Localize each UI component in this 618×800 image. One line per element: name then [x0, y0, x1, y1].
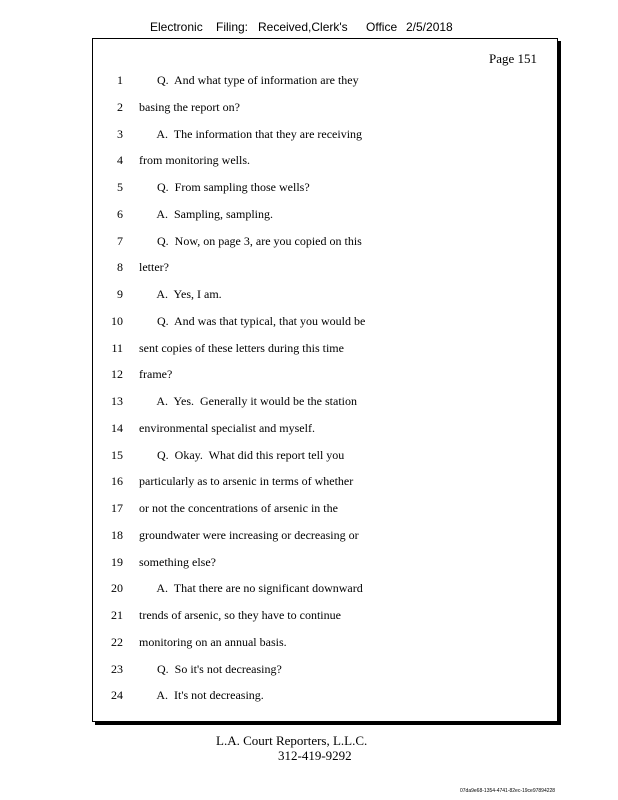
- line-text: sent copies of these letters during this time: [139, 340, 344, 355]
- line-text: Q. Now, on page 3, are you copied on this: [139, 233, 362, 248]
- transcript-line: [93, 367, 557, 387]
- filing-date: 2/5/2018: [406, 20, 453, 34]
- line-text: monitoring on an annual basis.: [139, 634, 287, 649]
- transcript-page: [92, 38, 558, 722]
- line-number: 23: [111, 661, 123, 676]
- line-text: Q. So it's not decreasing?: [139, 661, 282, 676]
- line-number: 13: [111, 394, 123, 408]
- transcript-line: [93, 287, 557, 307]
- transcript-line: [93, 662, 557, 682]
- transcript-line: [93, 73, 557, 93]
- line-number: 14: [111, 420, 123, 435]
- transcript-line: [93, 474, 557, 494]
- line-number: 15: [111, 447, 123, 462]
- transcript-line: [93, 180, 557, 200]
- line-text: or not the concentrations of arsenic in the: [139, 501, 338, 515]
- document-id: 07da9e68-1354-4741-82ec-19ce97894228: [460, 788, 556, 794]
- filing-received: Received,Clerk's: [258, 20, 348, 34]
- line-number: 2: [117, 99, 123, 114]
- line-number: 12: [111, 367, 123, 382]
- line-text: frame?: [139, 367, 173, 382]
- line-text: something else?: [139, 554, 216, 569]
- filing-office: Office: [366, 20, 398, 34]
- line-number: 19: [111, 554, 123, 569]
- line-number: 21: [111, 608, 123, 622]
- transcript-line: [93, 341, 557, 361]
- line-number: 22: [111, 634, 123, 649]
- transcript-line: [93, 260, 557, 280]
- line-number: 9: [117, 287, 123, 301]
- transcript-line: [93, 394, 557, 414]
- transcript-line: [93, 234, 557, 254]
- footer-phone: 312-419-9292: [278, 748, 352, 763]
- line-text: trends of arsenic, so they have to continue: [139, 608, 341, 622]
- transcript-line: [93, 207, 557, 227]
- line-text: basing the report on?: [139, 99, 240, 114]
- transcript-line: [93, 421, 557, 441]
- line-text: environmental specialist and myself.: [139, 420, 315, 435]
- page-number: Page 151: [488, 51, 537, 66]
- line-number: 18: [111, 527, 123, 542]
- transcript-line: [93, 635, 557, 655]
- line-text: A. That there are no significant downward: [139, 581, 363, 596]
- line-number: 24: [111, 688, 123, 703]
- line-text: A. Yes, I am.: [139, 287, 222, 301]
- transcript-line: [93, 127, 557, 147]
- line-text: particularly as to arsenic in terms of whether: [139, 474, 354, 489]
- transcript-line: [93, 501, 557, 521]
- transcript-line: [93, 555, 557, 575]
- transcript-line: [93, 688, 557, 708]
- line-number: 4: [117, 153, 123, 168]
- filing-electronic: Electronic: [150, 20, 203, 34]
- line-text: Q. From sampling those wells?: [139, 180, 310, 194]
- line-text: from monitoring wells.: [139, 153, 250, 168]
- line-number: 1: [117, 73, 123, 87]
- line-text: Q. Okay. What did this report tell you: [139, 447, 345, 462]
- line-text: letter?: [139, 260, 169, 275]
- transcript-line: [93, 153, 557, 173]
- line-number: 10: [111, 313, 123, 328]
- footer-company: L.A. Court Reporters, L.L.C.: [216, 733, 368, 748]
- line-text: Q. And what type of information are they: [139, 73, 359, 87]
- line-number: 5: [117, 180, 123, 194]
- line-number: 8: [117, 260, 123, 275]
- transcript-line: [93, 314, 557, 334]
- transcript-line: [93, 528, 557, 548]
- line-text: A. It's not decreasing.: [139, 688, 264, 703]
- transcript-line: [93, 448, 557, 468]
- line-number: 16: [111, 474, 123, 489]
- line-number: 17: [111, 501, 123, 515]
- line-text: Q. And was that typical, that you would be: [139, 313, 366, 328]
- transcript-line: [93, 100, 557, 120]
- line-text: groundwater were increasing or decreasing or: [139, 527, 359, 542]
- line-number: 20: [111, 581, 123, 596]
- line-text: A. Yes. Generally it would be the station: [139, 394, 357, 408]
- line-number: 6: [117, 206, 123, 221]
- line-number: 11: [111, 340, 123, 355]
- filing-label: Filing:: [216, 20, 249, 34]
- line-text: A. The information that they are receiving: [139, 126, 363, 141]
- line-text: A. Sampling, sampling.: [139, 206, 274, 221]
- line-number: 3: [117, 126, 123, 141]
- transcript-line: [93, 608, 557, 628]
- transcript-line: [93, 581, 557, 601]
- line-number: 7: [117, 233, 123, 248]
